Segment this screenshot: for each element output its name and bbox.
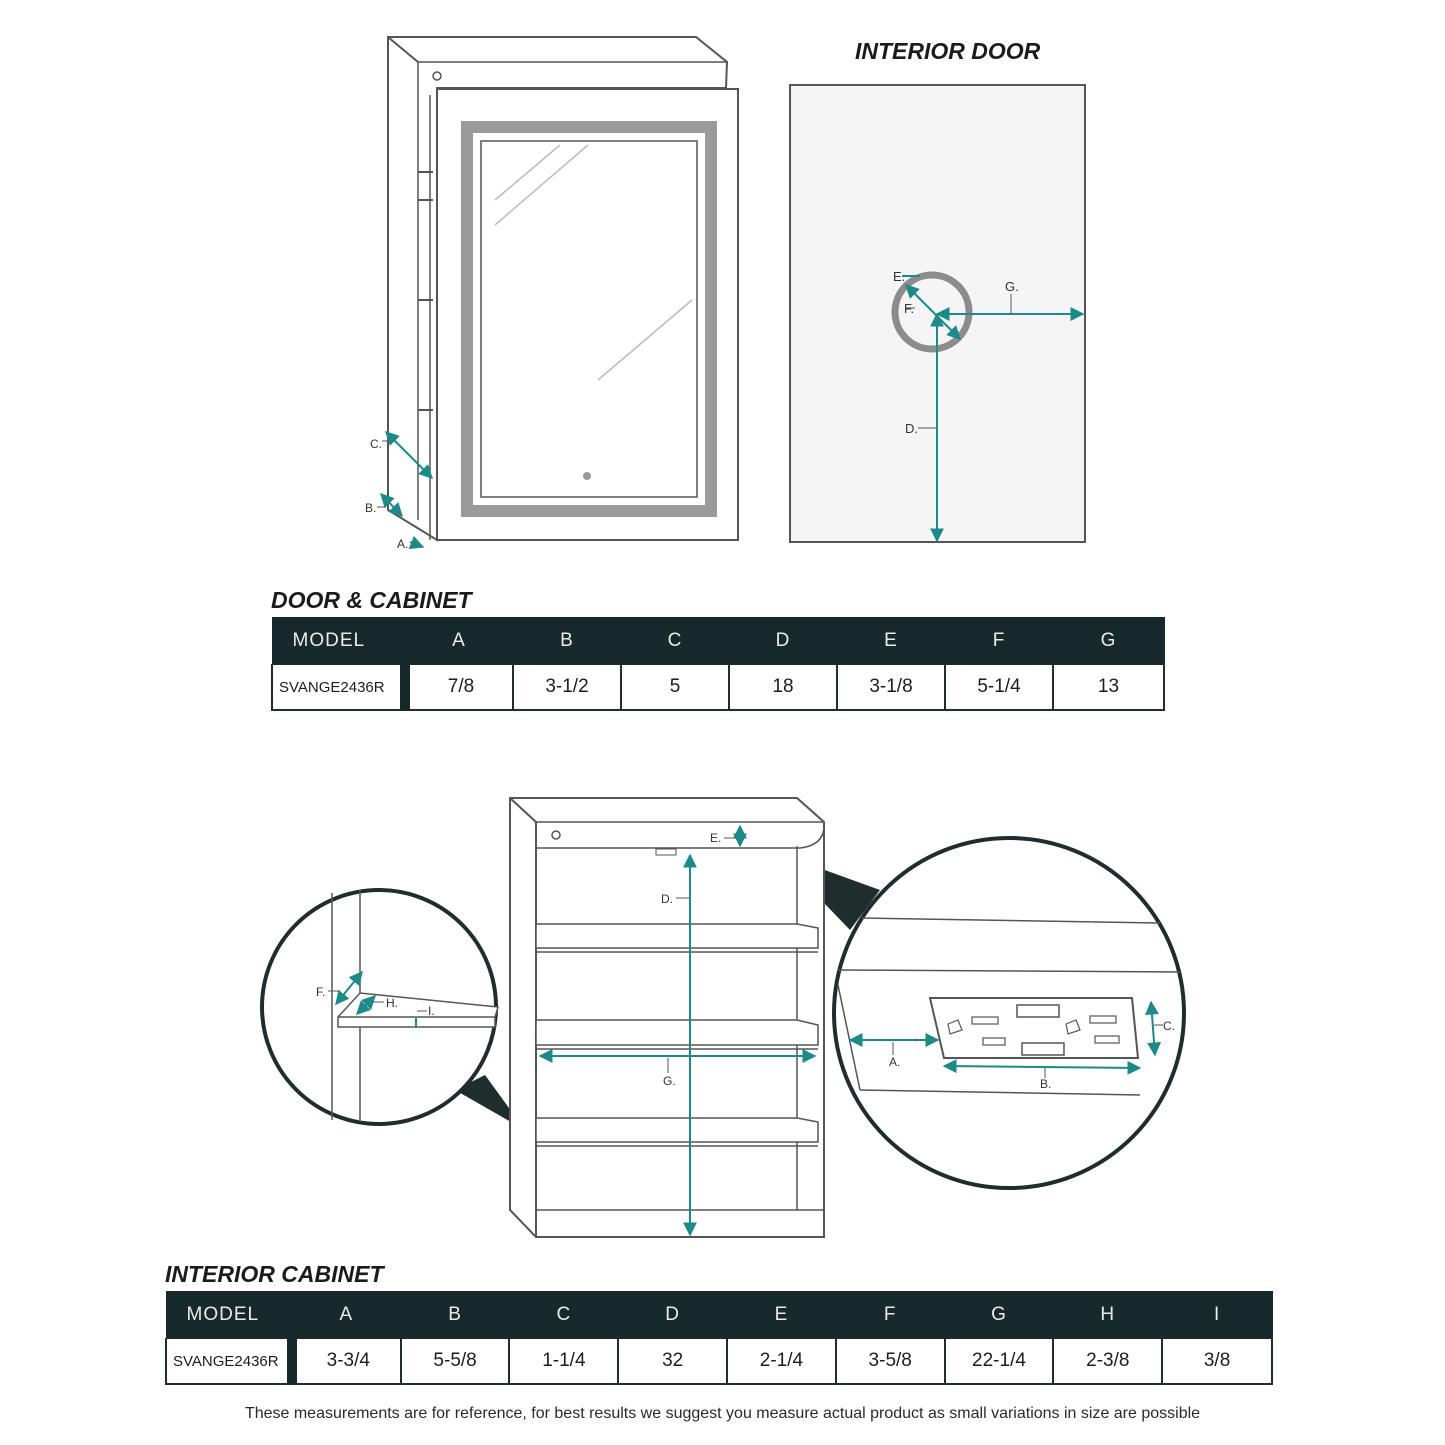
interior-cabinet-table: [165, 1291, 1273, 1385]
cell-model: SVANGE2436R: [272, 665, 405, 711]
label-door-d: D.: [905, 421, 918, 436]
label-door-f: F.: [904, 301, 915, 316]
cell-b: 5-5/8: [401, 1339, 510, 1385]
header-e: E: [727, 1292, 836, 1339]
measurement-footnote: These measurements are for reference, for best results we suggest you measure actual product as small variations in size are possible: [244, 1405, 1201, 1422]
label-door-g: G.: [1005, 279, 1019, 294]
cell-f: 3-5/8: [836, 1339, 945, 1385]
label-outlet-b: B.: [1040, 1077, 1052, 1091]
cell-h: 2-3/8: [1053, 1339, 1162, 1385]
label-zoom-i: I.: [428, 1004, 435, 1018]
header-e: E: [837, 618, 945, 665]
label-cab-a: A.: [397, 537, 409, 551]
interior-cabinet-diagram: [250, 785, 1200, 1245]
header-b: B: [401, 1292, 510, 1339]
label-zoom-h: H.: [386, 996, 398, 1010]
door-cabinet-table: [271, 617, 1165, 711]
table-row: [272, 665, 1164, 711]
header-a: A: [292, 1292, 401, 1339]
label-int-g: G.: [663, 1074, 676, 1088]
label-door-e: E.: [893, 269, 906, 284]
cabinet-door-diagram: [355, 30, 755, 560]
table-row: [166, 1339, 1272, 1385]
interior-cabinet-title: INTERIOR CABINET: [165, 1261, 384, 1287]
interior-door-title: INTERIOR DOOR: [855, 38, 1041, 64]
label-int-e: E.: [710, 831, 722, 845]
cell-d: 18: [729, 665, 837, 711]
header-f: F: [945, 618, 1053, 665]
cell-e: 3-1/8: [837, 665, 945, 711]
header-g: G: [945, 1292, 1054, 1339]
cell-g: 13: [1053, 665, 1164, 711]
header-model: MODEL: [272, 618, 405, 665]
cell-c: 5: [621, 665, 729, 711]
header-f: F: [836, 1292, 945, 1339]
door-cabinet-title: DOOR & CABINET: [271, 587, 472, 613]
cell-b: 3-1/2: [513, 665, 621, 711]
header-g: G: [1053, 618, 1164, 665]
interior-door-diagram: [780, 75, 1100, 555]
label-cab-c: C.: [370, 437, 382, 451]
cell-a: 7/8: [405, 665, 513, 711]
label-cab-b: B.: [365, 501, 377, 515]
label-int-d: D.: [661, 892, 673, 906]
label-outlet-a: A.: [889, 1055, 901, 1069]
cell-model: SVANGE2436R: [166, 1339, 292, 1385]
cell-f: 5-1/4: [945, 665, 1053, 711]
cell-g: 22-1/4: [945, 1339, 1054, 1385]
header-a: A: [405, 618, 513, 665]
cell-c: 1-1/4: [509, 1339, 618, 1385]
cell-e: 2-1/4: [727, 1339, 836, 1385]
label-zoom-f: F.: [316, 985, 326, 999]
header-d: D: [618, 1292, 727, 1339]
header-c: C: [621, 618, 729, 665]
header-d: D: [729, 618, 837, 665]
header-b: B: [513, 618, 621, 665]
header-model: MODEL: [166, 1292, 292, 1339]
cell-i: 3/8: [1162, 1339, 1272, 1385]
cell-d: 32: [618, 1339, 727, 1385]
label-outlet-c: C.: [1163, 1019, 1175, 1033]
header-c: C: [509, 1292, 618, 1339]
cell-a: 3-3/4: [292, 1339, 401, 1385]
header-i: I: [1162, 1292, 1272, 1339]
header-h: H: [1053, 1292, 1162, 1339]
